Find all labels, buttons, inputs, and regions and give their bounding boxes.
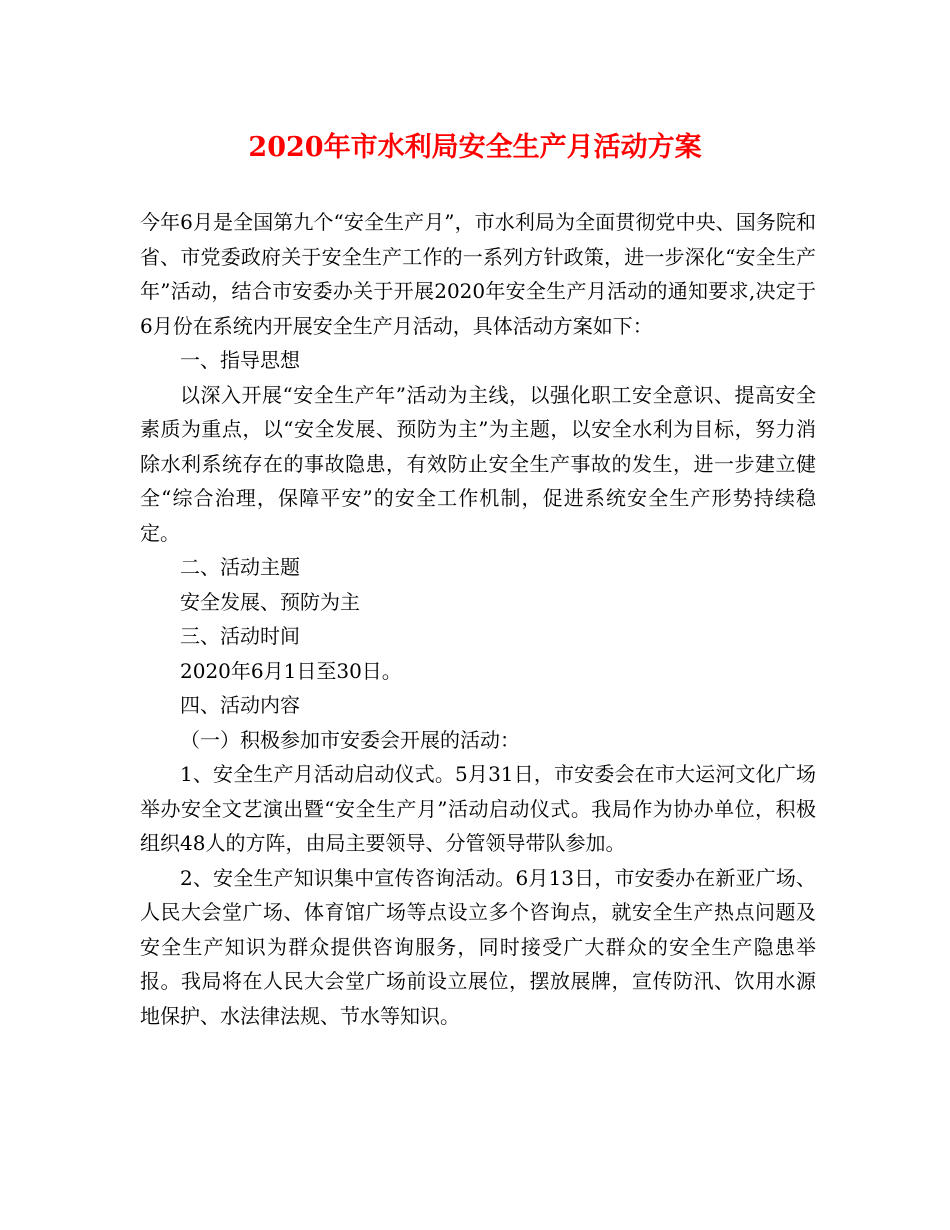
subsection-heading-1: （一）积极参加市安委会开展的活动：	[180, 727, 520, 752]
intro-paragraph: 今年6月是全国第九个“安全生产月”，市水利局为全面贯彻党中央、国务院和省、市党委政府关于安全生产工作的一系列方针政策，进一步深化“安全生产年”活动，结合市安委办关于开展2020年安全生产月活动的通知要求,决定于6月份在系统内开展安全生产月活动，具体活动方案如下：	[140, 210, 816, 338]
document-title: 2020年市水利局安全生产月活动方案	[248, 132, 702, 163]
content-item-1: 1、安全生产月活动启动仪式。5月31日，市安委会在市大运河文化广场举办安全文艺演出暨“安全生产月”活动启动仪式。我局作为协办单位，积极组织48人的方阵，由局主要领导、分管领导带队参加。	[140, 762, 816, 855]
section-heading-guiding-thought: 一、指导思想	[180, 348, 300, 372]
document-body	[140, 205, 816, 1033]
section-heading-theme: 二、活动主题	[180, 555, 300, 579]
section-heading-time: 三、活动时间	[180, 624, 300, 648]
time-text: 2020年6月1日至30日。	[180, 658, 402, 683]
section-heading-content: 四、活动内容	[180, 693, 300, 717]
guiding-thought-paragraph: 以深入开展“安全生产年”活动为主线，以强化职工安全意识、提高安全素质为重点，以“安全发展、预防为主”为主题，以安全水利为目标，努力消除水利系统存在的事故隐患，有效防止安全生产事故的发生，进一步建立健全“综合治理，保障平安”的安全工作机制，促进系统安全生产形势持续稳定。	[140, 382, 816, 545]
content-item-2: 2、安全生产知识集中宣传咨询活动。6月13日，市安委办在新亚广场、人民大会堂广场、体育馆广场等点设立多个咨询点，就安全生产热点问题及安全生产知识为群众提供咨询服务，同时接受广大群众的安全生产隐患举报。我局将在人民大会堂广场前设立展位，摆放展牌，宣传防汛、饮用水源地保护、水法律法规、节水等知识。	[140, 865, 816, 1028]
theme-text: 安全发展、预防为主	[180, 589, 360, 614]
